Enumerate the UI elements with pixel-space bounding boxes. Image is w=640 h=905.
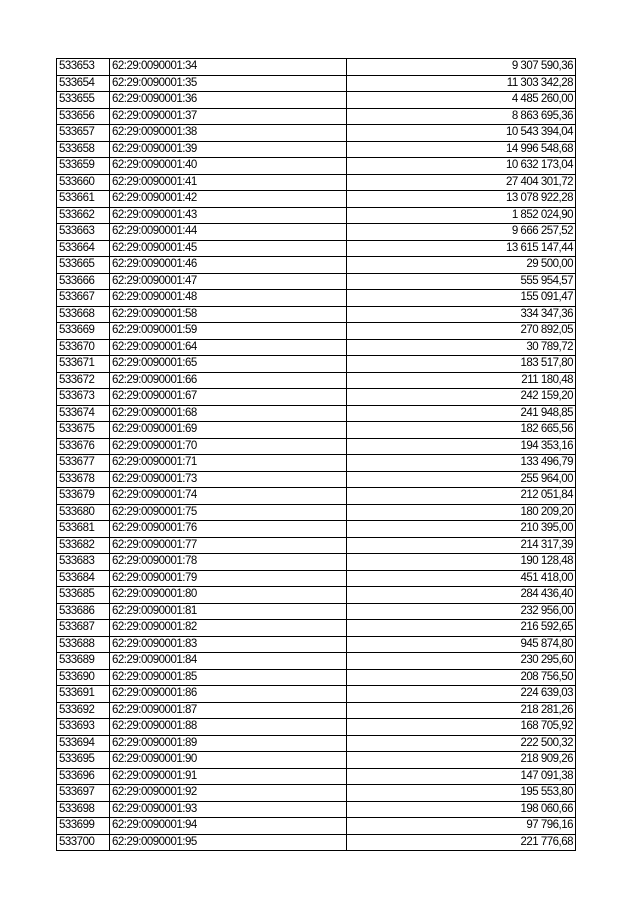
cadastral-value-cell: 29 500,00 [347, 257, 576, 274]
row-id-cell: 533674 [57, 405, 110, 422]
row-id-cell: 533691 [57, 686, 110, 703]
cadastral-number-cell: 62:29:0090001:39 [110, 141, 347, 158]
row-id-cell: 533685 [57, 587, 110, 604]
table-row [57, 273, 576, 290]
cadastral-value-cell: 4 485 260,00 [347, 92, 576, 109]
cadastral-number-cell: 62:29:0090001:45 [110, 240, 347, 257]
table-row [57, 405, 576, 422]
cadastral-value-cell: 255 964,00 [347, 471, 576, 488]
table-row [57, 174, 576, 191]
row-id-cell: 533687 [57, 620, 110, 637]
row-id-cell: 533677 [57, 455, 110, 472]
row-id-cell: 533669 [57, 323, 110, 340]
table-row [57, 438, 576, 455]
table-row [57, 834, 576, 851]
cadastral-number-cell: 62:29:0090001:74 [110, 488, 347, 505]
cadastral-value-cell: 8 863 695,36 [347, 108, 576, 125]
table-row [57, 785, 576, 802]
cadastral-value-cell: 27 404 301,72 [347, 174, 576, 191]
table-row [57, 521, 576, 538]
cadastral-number-cell: 62:29:0090001:76 [110, 521, 347, 538]
cadastral-number-cell: 62:29:0090001:38 [110, 125, 347, 142]
cadastral-number-cell: 62:29:0090001:81 [110, 603, 347, 620]
table-row [57, 702, 576, 719]
cadastral-value-cell: 216 592,65 [347, 620, 576, 637]
cadastral-value-cell: 147 091,38 [347, 768, 576, 785]
cadastral-value-cell: 211 180,48 [347, 372, 576, 389]
cadastral-value-cell: 270 892,05 [347, 323, 576, 340]
cadastral-number-cell: 62:29:0090001:79 [110, 570, 347, 587]
cadastral-number-cell: 62:29:0090001:78 [110, 554, 347, 571]
table-row [57, 686, 576, 703]
cadastral-number-cell: 62:29:0090001:88 [110, 719, 347, 736]
row-id-cell: 533682 [57, 537, 110, 554]
row-id-cell: 533697 [57, 785, 110, 802]
cadastral-number-cell: 62:29:0090001:90 [110, 752, 347, 769]
table-row [57, 207, 576, 224]
table-row [57, 372, 576, 389]
cadastral-value-cell: 555 954,57 [347, 273, 576, 290]
row-id-cell: 533663 [57, 224, 110, 241]
cadastral-value-cell: 232 956,00 [347, 603, 576, 620]
table-row [57, 389, 576, 406]
cadastral-value-cell: 10 543 394,04 [347, 125, 576, 142]
cadastral-number-cell: 62:29:0090001:86 [110, 686, 347, 703]
cadastral-number-cell: 62:29:0090001:92 [110, 785, 347, 802]
table-row [57, 141, 576, 158]
cadastral-value-cell: 198 060,66 [347, 801, 576, 818]
cadastral-value-cell: 1 852 024,90 [347, 207, 576, 224]
table-row [57, 290, 576, 307]
cadastral-value-cell: 190 128,48 [347, 554, 576, 571]
cadastral-number-cell: 62:29:0090001:87 [110, 702, 347, 719]
table-row [57, 768, 576, 785]
cadastral-value-cell: 334 347,36 [347, 306, 576, 323]
cadastral-value-cell: 224 639,03 [347, 686, 576, 703]
cadastral-number-cell: 62:29:0090001:80 [110, 587, 347, 604]
cadastral-number-cell: 62:29:0090001:83 [110, 636, 347, 653]
cadastral-number-cell: 62:29:0090001:95 [110, 834, 347, 851]
table-row [57, 735, 576, 752]
cadastral-value-cell: 214 317,39 [347, 537, 576, 554]
cadastral-number-cell: 62:29:0090001:82 [110, 620, 347, 637]
cadastral-number-cell: 62:29:0090001:47 [110, 273, 347, 290]
cadastral-number-cell: 62:29:0090001:65 [110, 356, 347, 373]
table-row [57, 537, 576, 554]
table-row [57, 818, 576, 835]
cadastral-value-cell: 182 665,56 [347, 422, 576, 439]
cadastral-value-cell: 218 909,26 [347, 752, 576, 769]
cadastral-number-cell: 62:29:0090001:84 [110, 653, 347, 670]
row-id-cell: 533664 [57, 240, 110, 257]
row-id-cell: 533678 [57, 471, 110, 488]
table-row [57, 224, 576, 241]
row-id-cell: 533679 [57, 488, 110, 505]
row-id-cell: 533694 [57, 735, 110, 752]
row-id-cell: 533665 [57, 257, 110, 274]
table-row [57, 719, 576, 736]
cadastral-number-cell: 62:29:0090001:94 [110, 818, 347, 835]
table-row [57, 488, 576, 505]
cadastral-number-cell: 62:29:0090001:89 [110, 735, 347, 752]
row-id-cell: 533670 [57, 339, 110, 356]
cadastral-number-cell: 62:29:0090001:75 [110, 504, 347, 521]
cadastral-value-cell: 221 776,68 [347, 834, 576, 851]
table-row [57, 92, 576, 109]
cadastral-number-cell: 62:29:0090001:36 [110, 92, 347, 109]
row-id-cell: 533681 [57, 521, 110, 538]
cadastral-number-cell: 62:29:0090001:42 [110, 191, 347, 208]
table-row [57, 653, 576, 670]
cadastral-value-cell: 10 632 173,04 [347, 158, 576, 175]
cadastral-value-cell: 180 209,20 [347, 504, 576, 521]
cadastral-number-cell: 62:29:0090001:66 [110, 372, 347, 389]
cadastral-number-cell: 62:29:0090001:44 [110, 224, 347, 241]
table-row [57, 636, 576, 653]
table-row [57, 669, 576, 686]
cadastral-number-cell: 62:29:0090001:48 [110, 290, 347, 307]
row-id-cell: 533673 [57, 389, 110, 406]
cadastral-value-cell: 194 353,16 [347, 438, 576, 455]
table-row [57, 191, 576, 208]
table-row [57, 422, 576, 439]
cadastral-number-cell: 62:29:0090001:35 [110, 75, 347, 92]
table-row [57, 306, 576, 323]
row-id-cell: 533683 [57, 554, 110, 571]
cadastral-number-cell: 62:29:0090001:37 [110, 108, 347, 125]
row-id-cell: 533660 [57, 174, 110, 191]
row-id-cell: 533675 [57, 422, 110, 439]
row-id-cell: 533688 [57, 636, 110, 653]
row-id-cell: 533686 [57, 603, 110, 620]
cadastral-number-cell: 62:29:0090001:71 [110, 455, 347, 472]
cadastral-value-cell: 284 436,40 [347, 587, 576, 604]
cadastral-value-cell: 9 307 590,36 [347, 59, 576, 76]
row-id-cell: 533700 [57, 834, 110, 851]
row-id-cell: 533689 [57, 653, 110, 670]
row-id-cell: 533666 [57, 273, 110, 290]
row-id-cell: 533667 [57, 290, 110, 307]
cadastral-number-cell: 62:29:0090001:67 [110, 389, 347, 406]
cadastral-value-cell: 195 553,80 [347, 785, 576, 802]
cadastral-value-cell: 222 500,32 [347, 735, 576, 752]
table-row [57, 257, 576, 274]
row-id-cell: 533692 [57, 702, 110, 719]
cadastral-number-cell: 62:29:0090001:46 [110, 257, 347, 274]
row-id-cell: 533699 [57, 818, 110, 835]
table-row [57, 752, 576, 769]
cadastral-value-cell: 208 756,50 [347, 669, 576, 686]
cadastral-value-cell: 14 996 548,68 [347, 141, 576, 158]
table-row [57, 504, 576, 521]
row-id-cell: 533698 [57, 801, 110, 818]
table-row [57, 125, 576, 142]
table-row [57, 158, 576, 175]
cadastral-number-cell: 62:29:0090001:59 [110, 323, 347, 340]
cadastral-value-cell: 945 874,80 [347, 636, 576, 653]
row-id-cell: 533656 [57, 108, 110, 125]
table-row [57, 554, 576, 571]
table-row [57, 356, 576, 373]
table-row [57, 108, 576, 125]
row-id-cell: 533654 [57, 75, 110, 92]
cadastral-value-table [56, 58, 576, 851]
cadastral-value-cell: 30 789,72 [347, 339, 576, 356]
row-id-cell: 533661 [57, 191, 110, 208]
cadastral-value-cell: 155 091,47 [347, 290, 576, 307]
cadastral-value-cell: 210 395,00 [347, 521, 576, 538]
cadastral-value-cell: 451 418,00 [347, 570, 576, 587]
cadastral-number-cell: 62:29:0090001:40 [110, 158, 347, 175]
row-id-cell: 533655 [57, 92, 110, 109]
cadastral-value-cell: 168 705,92 [347, 719, 576, 736]
row-id-cell: 533690 [57, 669, 110, 686]
table-body [57, 59, 576, 851]
table-row [57, 570, 576, 587]
cadastral-number-cell: 62:29:0090001:41 [110, 174, 347, 191]
table-row [57, 620, 576, 637]
cadastral-number-cell: 62:29:0090001:91 [110, 768, 347, 785]
cadastral-number-cell: 62:29:0090001:85 [110, 669, 347, 686]
table-row [57, 603, 576, 620]
cadastral-number-cell: 62:29:0090001:77 [110, 537, 347, 554]
row-id-cell: 533653 [57, 59, 110, 76]
table-row [57, 587, 576, 604]
cadastral-number-cell: 62:29:0090001:73 [110, 471, 347, 488]
table-row [57, 240, 576, 257]
cadastral-number-cell: 62:29:0090001:93 [110, 801, 347, 818]
row-id-cell: 533684 [57, 570, 110, 587]
cadastral-value-cell: 230 295,60 [347, 653, 576, 670]
cadastral-value-cell: 218 281,26 [347, 702, 576, 719]
row-id-cell: 533659 [57, 158, 110, 175]
table-row [57, 339, 576, 356]
row-id-cell: 533671 [57, 356, 110, 373]
row-id-cell: 533695 [57, 752, 110, 769]
cadastral-value-cell: 212 051,84 [347, 488, 576, 505]
cadastral-value-cell: 97 796,16 [347, 818, 576, 835]
table-row [57, 801, 576, 818]
table-row [57, 75, 576, 92]
cadastral-number-cell: 62:29:0090001:64 [110, 339, 347, 356]
row-id-cell: 533657 [57, 125, 110, 142]
cadastral-number-cell: 62:29:0090001:70 [110, 438, 347, 455]
cadastral-number-cell: 62:29:0090001:43 [110, 207, 347, 224]
row-id-cell: 533693 [57, 719, 110, 736]
table-row [57, 323, 576, 340]
row-id-cell: 533662 [57, 207, 110, 224]
row-id-cell: 533680 [57, 504, 110, 521]
row-id-cell: 533696 [57, 768, 110, 785]
cadastral-value-cell: 133 496,79 [347, 455, 576, 472]
cadastral-value-cell: 242 159,20 [347, 389, 576, 406]
cadastral-value-cell: 183 517,80 [347, 356, 576, 373]
table-row [57, 455, 576, 472]
row-id-cell: 533672 [57, 372, 110, 389]
cadastral-value-cell: 13 615 147,44 [347, 240, 576, 257]
cadastral-value-cell: 11 303 342,28 [347, 75, 576, 92]
table-row [57, 471, 576, 488]
row-id-cell: 533658 [57, 141, 110, 158]
cadastral-number-cell: 62:29:0090001:34 [110, 59, 347, 76]
row-id-cell: 533676 [57, 438, 110, 455]
table-row [57, 59, 576, 76]
cadastral-number-cell: 62:29:0090001:58 [110, 306, 347, 323]
cadastral-number-cell: 62:29:0090001:68 [110, 405, 347, 422]
cadastral-number-cell: 62:29:0090001:69 [110, 422, 347, 439]
cadastral-value-cell: 241 948,85 [347, 405, 576, 422]
cadastral-value-cell: 13 078 922,28 [347, 191, 576, 208]
cadastral-value-cell: 9 666 257,52 [347, 224, 576, 241]
row-id-cell: 533668 [57, 306, 110, 323]
